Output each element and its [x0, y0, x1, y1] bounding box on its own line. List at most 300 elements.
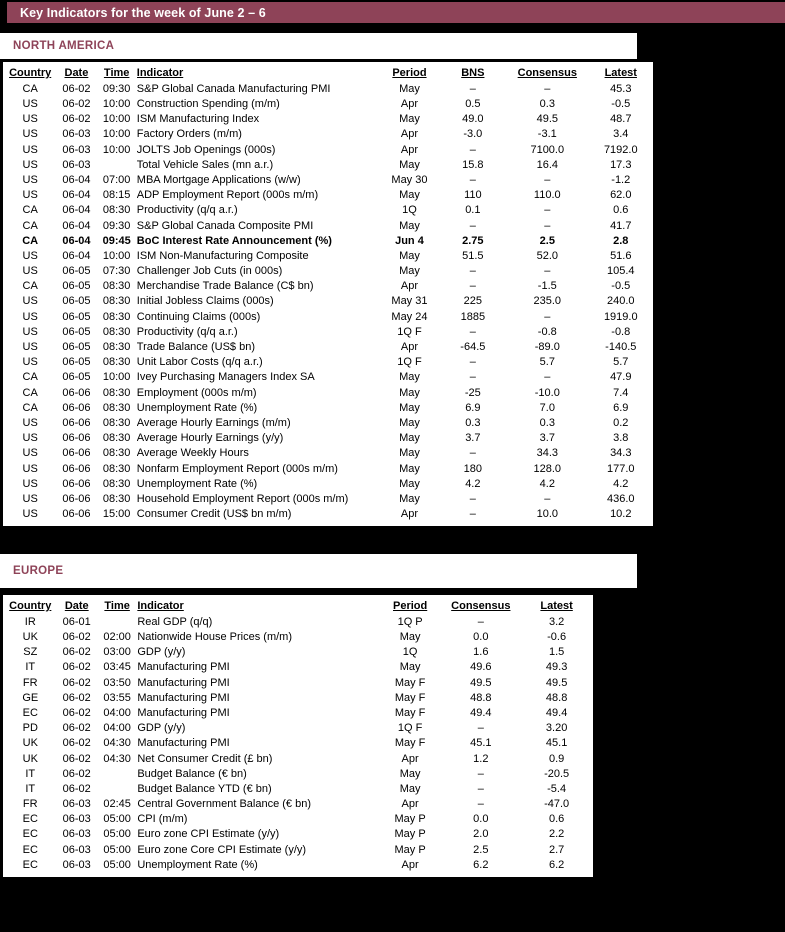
table-cell: 52.0: [536, 249, 558, 262]
table-row: [4, 249, 652, 264]
table-cell: Factory Orders (m/m): [136, 128, 242, 141]
table-cell: 10:00: [102, 98, 131, 110]
table-cell: ISM Non-Manufacturing Composite: [136, 249, 309, 262]
table-cell: 06-03: [62, 158, 91, 171]
table-cell: May F: [394, 691, 426, 704]
table-cell: -0.6: [547, 631, 567, 643]
table-cell: May F: [394, 737, 426, 750]
table-cell: Nationwide House Prices (m/m): [137, 631, 292, 643]
table-cell: -25: [464, 386, 481, 399]
table-cell: 0.0: [473, 631, 489, 643]
north-america-table: [4, 65, 652, 522]
table-cell: 7192.0: [603, 143, 638, 156]
table-cell: 07:00: [102, 173, 131, 186]
table-cell: May: [399, 371, 420, 384]
table-cell: EC: [22, 843, 38, 856]
table-cell: 06-05: [62, 265, 91, 278]
table-row: [4, 310, 652, 325]
table-cell: 06-02: [62, 782, 91, 795]
table-cell: Unemployment Rate (%): [136, 401, 258, 414]
table-cell: 07:30: [102, 265, 131, 278]
table-cell: 0.9: [548, 752, 565, 765]
table-cell: MBA Mortgage Applications (w/w): [136, 173, 301, 186]
table-cell: 02:00: [103, 631, 131, 643]
table-cell: 08:30: [102, 432, 131, 445]
table-cell: Unemployment Rate (%): [136, 477, 258, 490]
table-cell: 1.5: [548, 646, 565, 659]
table-cell: [97, 158, 137, 173]
table-cell: 09:30: [102, 82, 131, 95]
table-cell: US: [22, 462, 38, 475]
table-cell: 0.6: [613, 204, 629, 217]
table-row: [4, 691, 592, 706]
table-cell: Budget Balance YTD (€ bn): [137, 782, 272, 795]
column-header-latest: Latest: [604, 66, 637, 79]
table-cell: 49.5: [545, 676, 568, 689]
table-cell: 10:00: [102, 249, 131, 262]
table-cell: –: [469, 325, 476, 338]
table-header: [4, 598, 592, 615]
table-cell: US: [22, 158, 38, 171]
table-cell: 34.3: [610, 447, 632, 460]
table-cell: 3.7: [539, 432, 555, 445]
table-cell: US: [22, 143, 38, 156]
table-row: [4, 615, 592, 630]
table-cell: ISM Manufacturing Index: [136, 113, 260, 126]
column-header-country: Country: [9, 66, 52, 79]
table-cell: May: [399, 416, 420, 429]
table-cell: May: [399, 82, 420, 95]
table-cell: 06-02: [62, 82, 91, 95]
table-cell: 62.0: [610, 189, 632, 202]
table-cell: Manufacturing PMI: [137, 691, 230, 704]
table-row: [4, 112, 652, 127]
table-cell: 3.20: [545, 722, 568, 735]
table-cell: CA: [22, 234, 39, 247]
table-row: [4, 431, 652, 446]
table-cell: Nonfarm Employment Report (000s m/m): [136, 462, 338, 475]
table-cell: 1Q F: [397, 325, 422, 338]
table-cell: 49.5: [470, 676, 492, 689]
table-cell: US: [22, 325, 38, 338]
table-cell: 6.9: [613, 401, 629, 414]
table-cell: 15.8: [462, 158, 484, 171]
table-cell: 06-05: [62, 341, 91, 353]
table-cell: 225: [463, 295, 483, 308]
table-cell: Euro zone Core CPI Estimate (y/y): [137, 843, 307, 856]
table-cell: US: [22, 173, 38, 186]
table-cell: 128.0: [533, 462, 562, 475]
table-cell: Apr: [400, 508, 419, 521]
table-cell: May: [399, 249, 420, 262]
table-cell: Average Weekly Hours: [136, 447, 249, 460]
table-cell: Manufacturing PMI: [137, 737, 230, 750]
table-cell: 0.3: [539, 416, 555, 429]
table-cell: May: [399, 492, 420, 505]
table-cell: UK: [22, 737, 38, 750]
table-cell: –: [469, 508, 476, 521]
table-cell: 7.4: [613, 386, 629, 399]
table-cell: 06-03: [62, 128, 91, 141]
table-cell: 06-03: [62, 798, 91, 811]
table-cell: -3.1: [537, 128, 557, 141]
table-cell: Unit Labor Costs (q/q a.r.): [136, 356, 263, 369]
table-cell: 04:30: [103, 752, 131, 765]
column-header-period: Period: [392, 66, 427, 79]
table-row: [4, 797, 592, 812]
table-cell: CA: [22, 280, 38, 293]
table-row: [4, 721, 592, 736]
table-cell: –: [469, 492, 476, 505]
table-cell: 06-03: [62, 858, 91, 871]
table-row: [4, 447, 652, 462]
table-cell: 06-03: [62, 828, 91, 841]
table-cell: May: [399, 432, 420, 445]
table-cell: 6.9: [465, 401, 481, 414]
table-cell: US: [22, 447, 38, 460]
table-cell: US: [22, 432, 38, 445]
table-cell: 06-05: [62, 280, 91, 293]
table-cell: Initial Jobless Claims (000s): [136, 295, 274, 308]
table-row: [4, 477, 652, 492]
table-cell: IR: [24, 615, 36, 628]
table-cell: JOLTS Job Openings (000s): [136, 143, 276, 156]
table-cell: May: [399, 158, 420, 171]
table-cell: CA: [22, 371, 38, 384]
table-cell: 110: [464, 189, 482, 202]
table-cell: 0.6: [548, 813, 565, 826]
column-header-consensus: Consensus: [517, 66, 577, 79]
table-cell: EC: [22, 828, 38, 841]
table-cell: 08:30: [102, 401, 131, 414]
table-cell: 1Q: [402, 646, 418, 659]
table-row: [4, 630, 592, 645]
table-cell: -5.4: [547, 782, 567, 795]
table-cell: 49.4: [470, 706, 492, 719]
europe-table: [4, 598, 592, 873]
column-header-date: Date: [64, 66, 89, 79]
table-cell: 06-04: [62, 189, 91, 202]
table-cell: 06-04: [62, 219, 91, 232]
table-cell: –: [469, 143, 476, 156]
table-row: [4, 782, 592, 797]
table-cell: 49.5: [536, 113, 558, 126]
table-cell: 09:30: [102, 219, 131, 232]
table-cell: GDP (y/y): [137, 646, 186, 659]
table-cell: 436.0: [607, 492, 635, 505]
table-row: [4, 234, 652, 249]
table-header: [4, 65, 652, 82]
table-cell: 5.7: [539, 356, 555, 369]
table-cell: 49.3: [545, 661, 568, 674]
table-cell: 06-02: [62, 646, 91, 659]
table-cell: 2.75: [462, 234, 484, 247]
table-cell: –: [544, 265, 551, 278]
table-cell: 04:30: [103, 737, 131, 750]
table-cell: UK: [22, 752, 38, 765]
table-cell: BoC Interest Rate Announcement (%): [136, 234, 332, 247]
table-cell: -0.8: [611, 325, 631, 338]
table-cell: 06-05: [62, 325, 91, 338]
table-body: [4, 82, 652, 522]
table-row: [4, 204, 652, 219]
table-cell: 05:00: [103, 828, 131, 841]
table-row: [4, 767, 592, 782]
table-cell: 08:30: [102, 416, 131, 429]
table-cell: –: [469, 173, 476, 186]
table-cell: 03:45: [103, 661, 131, 674]
table-cell: 10.2: [610, 508, 632, 521]
table-cell: 3.8: [613, 432, 629, 445]
table-cell: 08:30: [102, 356, 131, 369]
table-cell: 06-04: [62, 204, 91, 217]
table-cell: 110.0: [533, 189, 561, 202]
column-header-period: Period: [393, 599, 428, 612]
table-cell: S&P Global Canada Manufacturing PMI: [136, 82, 331, 95]
table-cell: 06-05: [62, 310, 91, 323]
table-cell: 05:00: [103, 843, 131, 856]
table-cell: 06-06: [62, 416, 91, 429]
table-cell: May P: [394, 843, 426, 856]
table-cell: 04:00: [103, 722, 131, 735]
table-cell: 10:00: [102, 371, 131, 384]
table-cell: Unemployment Rate (%): [137, 858, 258, 871]
table-cell: 48.7: [610, 113, 632, 126]
table-cell: [97, 767, 137, 782]
table-cell: 0.0: [473, 813, 489, 826]
table-cell: Apr: [401, 858, 419, 871]
table-cell: -1.2: [611, 173, 631, 186]
table-cell: 02:45: [103, 798, 131, 811]
table-cell: 06-05: [62, 371, 91, 384]
table-cell: PD: [22, 722, 38, 735]
table-cell: 06-06: [62, 432, 91, 445]
table-cell: 1.2: [473, 752, 489, 765]
table-cell: 06-02: [62, 767, 91, 780]
table-cell: 0.3: [539, 98, 555, 110]
table-cell: CA: [22, 401, 38, 414]
table-cell: –: [544, 82, 551, 95]
table-cell: Apr: [400, 280, 419, 293]
table-header-row: [4, 598, 592, 615]
table-row: [4, 812, 592, 827]
table-cell: 4.2: [539, 477, 555, 490]
table-cell: FR: [22, 676, 38, 689]
table-cell: May: [399, 447, 420, 460]
table-cell: 08:30: [102, 477, 131, 490]
table-body: [4, 615, 592, 873]
table-row: [4, 507, 652, 522]
table-row: [4, 279, 652, 294]
table-cell: 2.0: [473, 828, 489, 841]
table-cell: 6.2: [548, 858, 565, 871]
table-cell: 08:30: [102, 341, 131, 353]
table-row: [4, 325, 652, 340]
table-cell: 08:30: [102, 204, 131, 217]
table-cell: US: [22, 416, 38, 429]
table-cell: –: [477, 615, 484, 628]
table-cell: 06-06: [62, 386, 91, 399]
table-cell: 49.6: [470, 661, 492, 674]
table-cell: 3.2: [548, 615, 565, 628]
table-cell: -0.5: [611, 280, 631, 293]
table-cell: Average Hourly Earnings (y/y): [136, 432, 284, 445]
table-cell: May: [399, 782, 421, 795]
table-cell: 0.3: [465, 416, 481, 429]
table-cell: 08:30: [102, 386, 131, 399]
table-cell: 51.5: [462, 249, 484, 262]
table-cell: SZ: [23, 646, 38, 659]
table-cell: –: [544, 371, 551, 384]
table-cell: 4.2: [465, 477, 481, 490]
table-cell: EC: [22, 706, 38, 719]
table-cell: 08:30: [102, 462, 131, 475]
table-cell: Real GDP (q/q): [137, 615, 213, 628]
table-cell: -64.5: [460, 341, 486, 353]
table-cell: -1.5: [537, 280, 557, 293]
table-cell: 180: [463, 462, 483, 475]
table-cell: Ivey Purchasing Managers Index SA: [136, 371, 315, 384]
table-cell: IT: [25, 767, 36, 780]
table-row: [4, 843, 592, 858]
table-cell: 10:00: [102, 143, 131, 156]
section-header-label: EUROPE: [13, 565, 64, 577]
table-cell: -0.8: [537, 325, 557, 338]
table-cell: 06-03: [62, 843, 91, 856]
table-cell: –: [469, 371, 476, 384]
table-cell: 49.4: [545, 706, 568, 719]
column-header-latest: Latest: [540, 599, 573, 612]
table-header-row: [4, 65, 652, 82]
table-cell: Merchandise Trade Balance (C$ bn): [136, 280, 314, 293]
table-cell: 08:30: [102, 492, 131, 505]
table-row: [4, 219, 652, 234]
table-cell: May 24: [391, 310, 428, 323]
table-cell: 06-02: [62, 98, 91, 110]
table-cell: -20.5: [544, 767, 570, 780]
column-header-time: Time: [103, 66, 130, 79]
table-cell: 41.7: [610, 219, 632, 232]
table-row: [4, 386, 652, 401]
table-row: [4, 340, 652, 355]
table-cell: May: [399, 767, 421, 780]
table-cell: US: [22, 265, 38, 278]
table-cell: 2.5: [473, 843, 489, 856]
column-header-indicator: Indicator: [137, 599, 184, 612]
table-cell: May: [399, 189, 420, 202]
table-cell: 45.3: [610, 82, 632, 95]
table-cell: May 30: [391, 173, 428, 186]
table-cell: Continuing Claims (000s): [136, 310, 261, 323]
table-cell: 4.2: [613, 477, 629, 490]
table-row: [4, 188, 652, 203]
table-cell: 10.0: [536, 508, 558, 521]
table-cell: May F: [394, 676, 426, 689]
table-cell: 45.1: [545, 737, 568, 750]
table-cell: –: [544, 173, 551, 186]
table-cell: 5.7: [613, 356, 629, 369]
table-cell: Apr: [401, 798, 419, 811]
table-cell: –: [544, 310, 551, 323]
column-header-indicator: Indicator: [136, 66, 184, 79]
table-cell: –: [477, 722, 484, 735]
table-row: [4, 858, 592, 873]
table-cell: May: [399, 265, 420, 278]
table-cell: 105.4: [607, 265, 635, 278]
table-cell: 45.1: [470, 737, 492, 750]
table-cell: May: [399, 386, 420, 399]
table-cell: 06-02: [62, 676, 91, 689]
table-cell: Construction Spending (m/m): [136, 98, 280, 110]
table-cell: US: [22, 492, 38, 505]
table-cell: Manufacturing PMI: [137, 706, 230, 719]
table-row: [4, 828, 592, 843]
table-cell: 06-02: [62, 706, 91, 719]
table-cell: –: [469, 356, 476, 369]
table-cell: May F: [394, 706, 426, 719]
table-row: [4, 128, 652, 143]
table-cell: Productivity (q/q a.r.): [136, 204, 238, 217]
table-cell: 3.4: [613, 128, 629, 141]
table-row: [4, 737, 592, 752]
table-cell: 1.6: [473, 646, 489, 659]
table-cell: Consumer Credit (US$ bn m/m): [136, 508, 292, 521]
table-cell: GDP (y/y): [137, 722, 186, 735]
table-cell: -140.5: [605, 341, 637, 353]
table-cell: May: [399, 477, 420, 490]
table-cell: UK: [22, 631, 38, 643]
table-cell: 1Q P: [397, 615, 423, 628]
table-cell: 08:30: [102, 295, 131, 308]
table-cell: May: [399, 113, 420, 126]
table-cell: US: [22, 98, 38, 110]
table-cell: –: [469, 265, 476, 278]
table-row: [4, 143, 652, 158]
table-cell: 1Q F: [397, 722, 423, 735]
table-cell: May: [399, 661, 421, 674]
table-cell: –: [544, 219, 551, 232]
table-cell: 06-05: [62, 356, 91, 369]
table-cell: US: [22, 128, 38, 141]
table-cell: 06-06: [62, 508, 91, 521]
table-cell: 06-04: [62, 234, 91, 247]
table-cell: 1Q F: [397, 356, 422, 369]
table-cell: 0.5: [465, 98, 481, 110]
table-cell: 10:00: [102, 128, 131, 141]
table-cell: IT: [25, 782, 36, 795]
table-cell: 06-02: [62, 722, 91, 735]
table-row: [4, 173, 652, 188]
table-cell: 09:45: [102, 234, 131, 247]
table-cell: 06-03: [62, 813, 91, 826]
table-cell: [97, 782, 137, 797]
table-cell: 06-02: [62, 737, 91, 750]
table-cell: FR: [22, 798, 38, 811]
table-cell: 17.3: [610, 158, 632, 171]
table-cell: US: [22, 341, 38, 353]
table-row: [4, 355, 652, 370]
table-cell: ADP Employment Report (000s m/m): [136, 189, 319, 202]
europe-table-panel: [3, 595, 593, 877]
table-cell: –: [544, 492, 551, 505]
table-cell: 06-02: [62, 752, 91, 765]
table-cell: Household Employment Report (000s m/m): [136, 492, 349, 505]
table-row: [4, 295, 652, 310]
table-cell: 177.0: [607, 462, 635, 475]
table-row: [4, 706, 592, 721]
table-row: [4, 158, 652, 173]
table-cell: CA: [22, 386, 38, 399]
